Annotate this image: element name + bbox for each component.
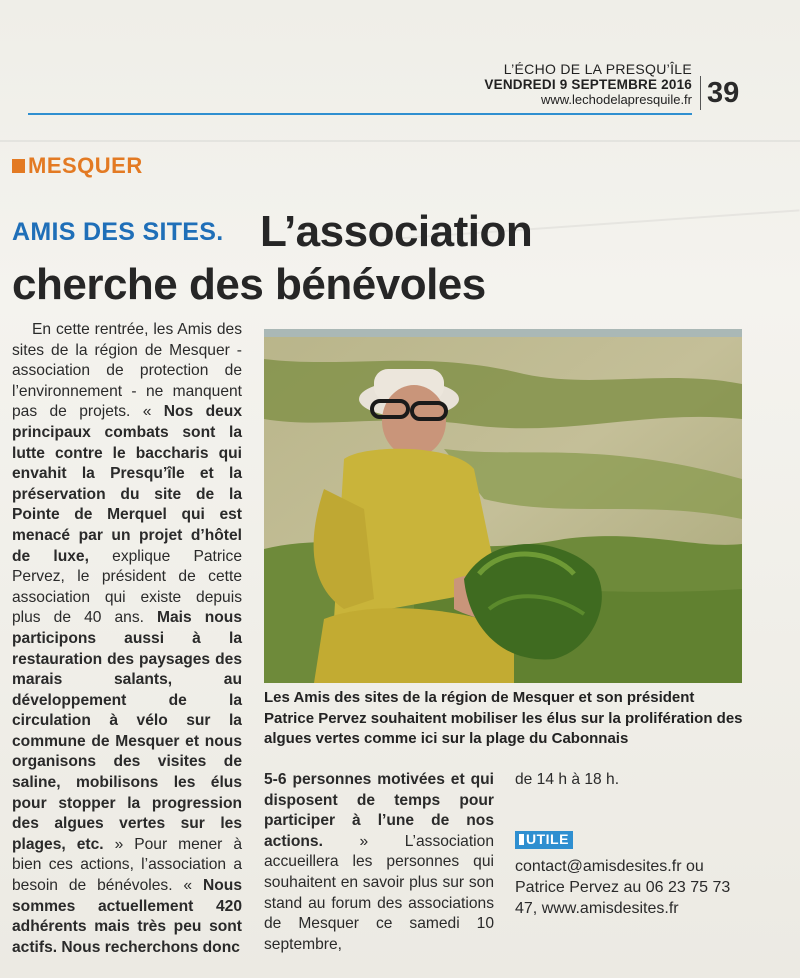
utile-label: UTILE	[526, 831, 569, 848]
section-title: MESQUER	[28, 153, 143, 178]
text-run: En cette rentrée, les Amis des sites de la région de Mesquer - association de protection de l’environnement - ne manquent pas de projets. «	[12, 321, 242, 421]
text-run: » Pour mener à bien ces actions, l’association a besoin de bénévoles. «	[12, 835, 242, 895]
page-number: 39	[700, 76, 753, 110]
headline-line-1: L’association	[260, 207, 533, 256]
text-run: Nous sommes actuellement 420 adhérents mais très peu sont actifs. Nous recherchons donc	[12, 877, 242, 956]
text-run: explique Patrice Pervez, le président de cette association qui existe depuis plus de 40 ans.	[12, 547, 242, 627]
paper-crease	[0, 140, 800, 142]
article-column-3	[515, 770, 755, 919]
masthead	[484, 62, 692, 107]
text-run: 5-6 personnes motivées et qui disposent de temps pour participer à l’une de nos actions.	[264, 771, 494, 850]
section-label	[12, 153, 143, 179]
article-paragraph	[12, 320, 242, 958]
article-column-2	[264, 770, 494, 955]
newspaper-website: www.lechodelapresquile.fr	[540, 92, 692, 107]
text-run: Mais nous participons aussi à la restauration des paysages des marais salants, au développement de la circulation à vélo sur la commune de Mesquer et nous organisons des visites de saline, mobilisons les élus pour stopper la progression des algues vertes sur les plages, etc.	[12, 609, 242, 853]
article-paragraph: de 14 h à 18 h.	[515, 771, 620, 788]
issue-date: VENDREDI 9 SEPTEMBRE 2016	[484, 77, 692, 92]
utile-badge	[515, 831, 573, 849]
article-column-1	[12, 320, 242, 958]
photo-caption: Les Amis des sites de la région de Mesquer et son président Patrice Pervez souhaitent mobiliser les élus sur la prolifération des algues vertes comme ici sur la plage du Cabonnais	[264, 689, 743, 747]
text-run: » L’association accueillera les personnes qui souhaitent en savoir plus sur son stand au forum des associations de Mesquer ce samedi 10 septembre,	[264, 832, 494, 953]
kicker: AMIS DES SITES.	[12, 218, 224, 246]
headline-line-2: cherche des bénévoles	[12, 260, 486, 309]
section-square-icon	[12, 159, 25, 173]
contact-info: contact@amisdesites.fr ou Patrice Pervez au 06 23 75 73 47, www.amisdesites.fr	[515, 857, 731, 917]
header-rule	[28, 113, 692, 115]
photo-illustration	[264, 329, 742, 683]
article-paragraph	[264, 770, 494, 955]
article-photo	[264, 329, 742, 683]
text-run: Nos deux principaux combats sont la lutte contre le baccharis qui envahit la Presqu’île et la préservation du site de la Pointe de Merquel qui est menacé par un projet d’hôtel de luxe,	[12, 403, 242, 565]
utile-square-icon	[519, 834, 524, 845]
newspaper-name: L’ÉCHO DE LA PRESQU’ÎLE	[503, 61, 692, 77]
